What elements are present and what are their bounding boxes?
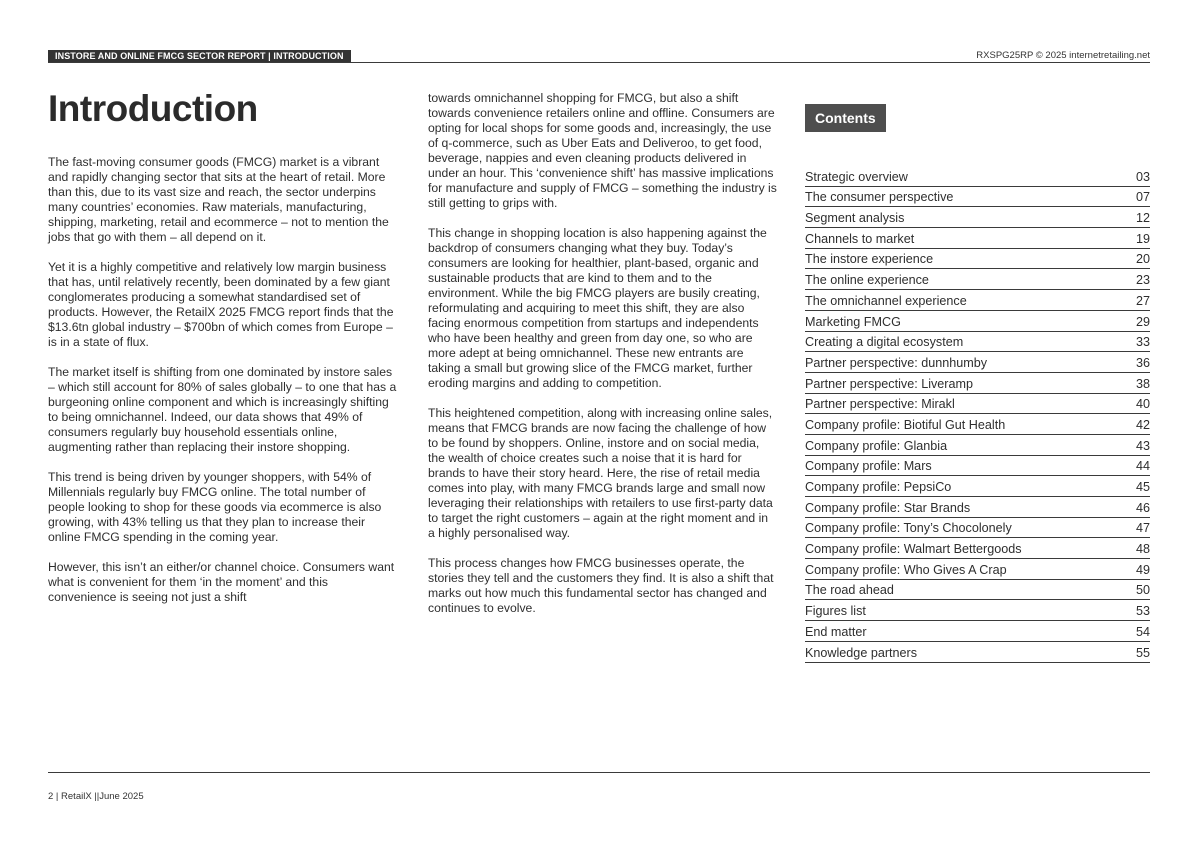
toc-entry-title: Channels to market [805,231,915,246]
toc-entry-page: 27 [1135,293,1150,308]
toc-entry-title: Partner perspective: Liveramp [805,376,973,391]
toc-entry[interactable] [805,600,1150,621]
toc-entry-page: 55 [1135,645,1150,660]
toc-entry-title: Segment analysis [805,211,905,226]
toc-entry[interactable] [805,518,1150,539]
toc-entry-page: 33 [1135,335,1150,350]
paragraph: Yet it is a highly competitive and relatively low margin business that has, until relatively recently, been dominated by a few giant conglomerates producing a somewhat standardised set of products. However, the RetailX 2025 FMCG report finds that the $13.6tn global industry – $700bn of which comes from Europe – is in a state of flux. [48,260,394,349]
toc-entry[interactable] [805,166,1150,187]
page-title: Introduction [48,88,258,129]
toc-entry-page: 12 [1135,211,1150,226]
toc-entry[interactable] [805,580,1150,601]
paragraph: This heightened competition, along with increasing online sales, means that FMCG brands are now facing the challenge of how to be found by shoppers. Online, instore and on social media, the wealth of choice creates such a noise that it is hard for brands to have their story heard. Here, the rise of retail media comes into play, with many FMCG brands large and small now leveraging their relationships with retailers to use first-party data to target the right customers – again at the right moment and in a highly personalised way. [428,406,773,540]
toc-entry-page: 44 [1135,459,1150,474]
paragraph: towards omnichannel shopping for FMCG, but also a shift towards convenience retailers online and offline. Consumers are opting for local shops for some goods and, increasingly, the use of q-commerce, such as Uber Eats and Deliveroo, to get food, beverage, nappies and even cleaning products delivered in under an hour. This ‘convenience shift’ has massive implications for manufacture and supply of FMCG – something the industry is still getting to grips with. [428,91,777,210]
toc-entry-title: Company profile: Who Gives A Crap [805,562,1007,577]
contents-heading: Contents [805,104,886,132]
toc-entry-title: The instore experience [805,252,934,267]
toc-entry[interactable] [805,187,1150,208]
toc-entry-title: Partner perspective: Mirakl [805,397,955,412]
toc-entry-title: Company profile: Walmart Bettergoods [805,542,1022,557]
paragraph: The market itself is shifting from one dominated by instore sales – which still account for 80% of sales globally – to one that has a burgeoning online component and which is increasingly shifting to being omnichannel. Indeed, our data shows that 49% of consumers regularly buy household essentials online, augmenting rather than replacing their instore shopping. [48,365,397,454]
toc-entry-page: 03 [1135,169,1150,184]
toc-entry[interactable] [805,249,1150,270]
toc-entry-page: 29 [1135,314,1150,329]
paragraph: This change in shopping location is also happening against the backdrop of consumers changing what they buy. Today’s consumers are looking for healthier, plant-based, organic and sustainable products that are kind to them and to the environment. While the big FMCG players are busily creating, reformulating and acquiring to meet this shift, they are also facing enormous competition from startups and independents who have been healthy and green from day one, so who are more adept at being omnichannel. These new entrants are taking a small but growing slice of the FMCG market, further eroding margins and adding to competition. [428,226,767,390]
paragraph: This trend is being driven by younger shoppers, with 54% of Millennials regularly buy FMCG online. The total number of people looking to shop for these goods via ecommerce is also growing, with 43% telling us that they plan to increase their online FMCG spending in the coming year. [48,470,382,544]
toc-entry-title: The omnichannel experience [805,293,967,308]
toc-entry[interactable] [805,269,1150,290]
toc-entry[interactable] [805,497,1150,518]
toc-entry-title: Company profile: Biotiful Gut Health [805,417,1006,432]
toc-entry-title: Partner perspective: dunnhumby [805,355,988,370]
toc-entry[interactable] [805,228,1150,249]
toc-entry-title: Company profile: Star Brands [805,500,971,515]
paragraph: However, this isn’t an either/or channel choice. Consumers want what is convenient for them ‘in the moment’ and this convenience is seeing not just a shift [48,560,395,604]
header-divider [48,62,1150,63]
toc-entry-page: 50 [1135,583,1150,598]
toc-entry-title: The online experience [805,273,929,288]
toc-entry-page: 23 [1135,273,1150,288]
table-of-contents [805,166,1150,663]
toc-entry[interactable] [805,642,1150,663]
toc-entry-title: Creating a digital ecosystem [805,335,964,350]
toc-entry-page: 38 [1135,376,1150,391]
body-column-2 [428,91,778,631]
toc-entry[interactable] [805,435,1150,456]
toc-entry-page: 45 [1135,480,1150,494]
paragraph: This process changes how FMCG businesses operate, the stories they tell and the customers they find. It is also a shift that marks out how much this fundamental sector has changed and continues to evolve. [428,556,774,615]
toc-entry-page: 40 [1135,397,1150,412]
toc-entry-page: 07 [1135,190,1150,205]
copyright-note: RXSPG25RP © 2025 internetretailing.net [976,50,1150,61]
paragraph: The fast-moving consumer goods (FMCG) market is a vibrant and rapidly changing sector that sits at the heart of retail. More than this, due to its vast size and reach, the sector underpins many countries’ economies. Raw materials, manufacturing, shipping, marketing, retail and ecommerce – not to mention the jobs that go with them – all depend on it. [48,155,389,244]
toc-entry-title: Marketing FMCG [805,314,901,329]
toc-entry[interactable] [805,352,1150,373]
toc-entry-page: 46 [1135,500,1150,515]
toc-entry[interactable] [805,476,1150,497]
toc-entry-page: 53 [1135,604,1150,619]
toc-entry-title: Strategic overview [805,169,908,184]
toc-entry[interactable] [805,290,1150,311]
toc-entry-title: Knowledge partners [805,645,918,660]
toc-entry-page: 19 [1135,231,1150,246]
section-tag: INSTORE AND ONLINE FMCG SECTOR REPORT | INTRODUCTION [48,50,351,63]
toc-entry-title: Company profile: Mars [805,459,932,474]
toc-entry-page: 54 [1135,624,1150,639]
toc-entry-title: Company profile: PepsiCo [805,480,952,494]
toc-entry-title: The consumer perspective [805,190,954,205]
toc-entry-page: 43 [1135,438,1150,453]
toc-entry-page: 42 [1135,417,1150,432]
toc-entry[interactable] [805,456,1150,477]
toc-entry[interactable] [805,538,1150,559]
toc-entry-title: The road ahead [805,583,894,598]
toc-entry-page: 49 [1135,562,1150,577]
toc-entry[interactable] [805,621,1150,642]
toc-entry-title: Company profile: Tony’s Chocolonely [805,521,1012,536]
toc-entry-page: 47 [1135,521,1150,536]
body-column-1 [48,155,398,620]
toc-entry-page: 20 [1135,252,1150,267]
page-footer: 2 | RetailX ||June 2025 [48,791,144,802]
toc-entry[interactable] [805,207,1150,228]
toc-entry[interactable] [805,394,1150,415]
toc-entry[interactable] [805,559,1150,580]
toc-entry-title: Figures list [805,604,866,619]
footer-divider [48,772,1150,773]
toc-entry[interactable] [805,332,1150,353]
toc-entry-page: 48 [1135,542,1150,557]
toc-entry[interactable] [805,373,1150,394]
toc-entry-page: 36 [1135,355,1150,370]
toc-entry-title: End matter [805,624,867,639]
toc-entry[interactable] [805,311,1150,332]
toc-entry-title: Company profile: Glanbia [805,438,948,453]
toc-entry[interactable] [805,414,1150,435]
